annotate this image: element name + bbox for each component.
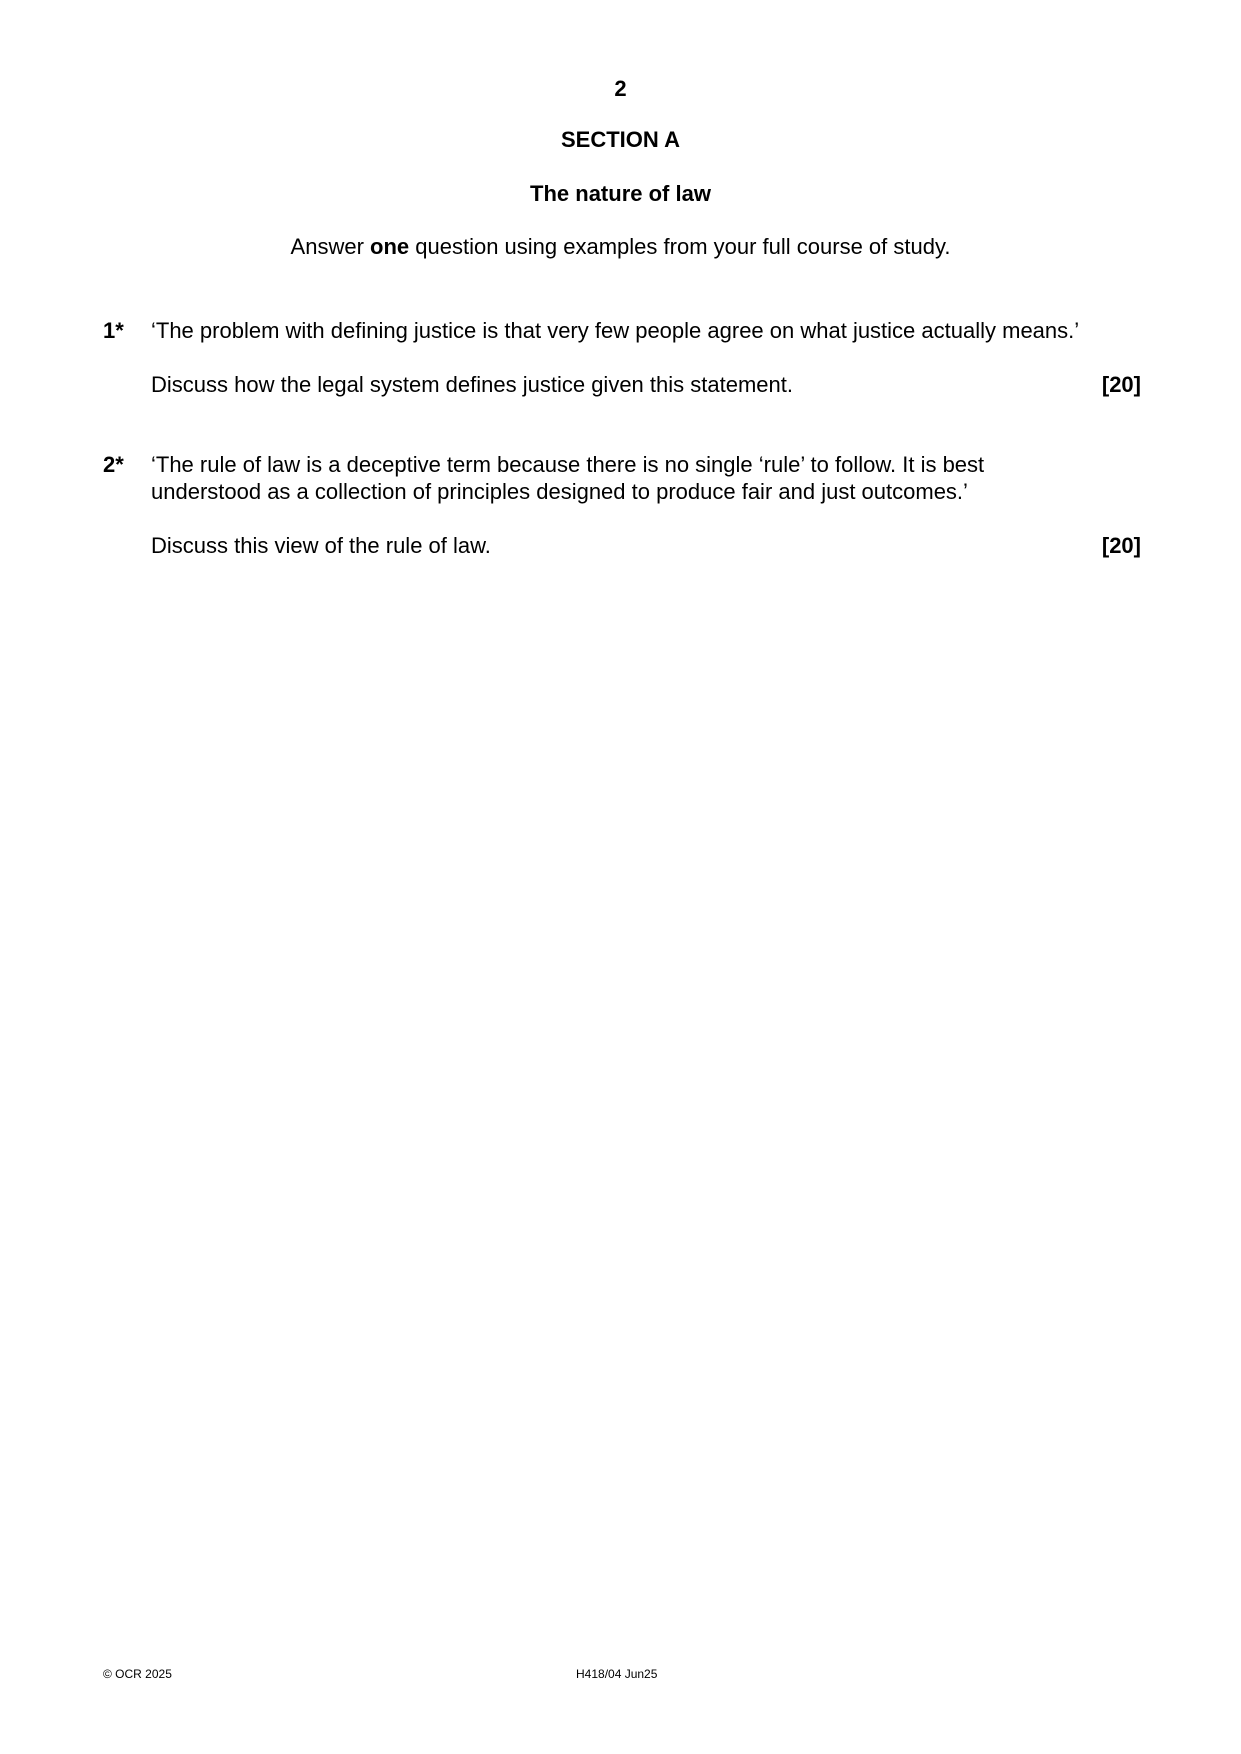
instruction bbox=[0, 234, 1241, 260]
question-number: 1* bbox=[103, 318, 124, 343]
question-body bbox=[151, 451, 1141, 559]
question-task-row bbox=[151, 371, 1141, 398]
question-task: Discuss how the legal system defines justice given this statement. bbox=[151, 372, 793, 397]
instruction-text-end: question using examples from your full course of study. bbox=[409, 234, 951, 259]
question-quote-line-2: understood as a collection of principles designed to produce fair and just outcomes.’ bbox=[151, 479, 968, 504]
question-quote: ‘The problem with defining justice is that very few people agree on what justice actually means.’ bbox=[151, 318, 1080, 343]
question-body bbox=[151, 317, 1141, 398]
question-task-row bbox=[151, 532, 1141, 559]
page-number: 2 bbox=[614, 76, 627, 101]
question-marks: [20] bbox=[1101, 372, 1141, 397]
instruction-text-start: Answer bbox=[290, 234, 371, 259]
question-quote bbox=[151, 451, 1141, 505]
question-task: Discuss this view of the rule of law. bbox=[151, 533, 491, 558]
section-subtitle: The nature of law bbox=[530, 181, 711, 206]
question-quote-line-1: ‘The rule of law is a deceptive term because there is no single ‘rule’ to follow. It is best bbox=[151, 452, 985, 477]
footer-copyright: © OCR 2025 bbox=[103, 1667, 172, 1681]
question-marks: [20] bbox=[1101, 533, 1141, 558]
section-title: SECTION A bbox=[561, 127, 680, 152]
instruction-emphasis: one bbox=[370, 234, 410, 259]
footer-paper-code: H418/04 Jun25 bbox=[576, 1667, 658, 1681]
question-number: 2* bbox=[103, 452, 124, 477]
